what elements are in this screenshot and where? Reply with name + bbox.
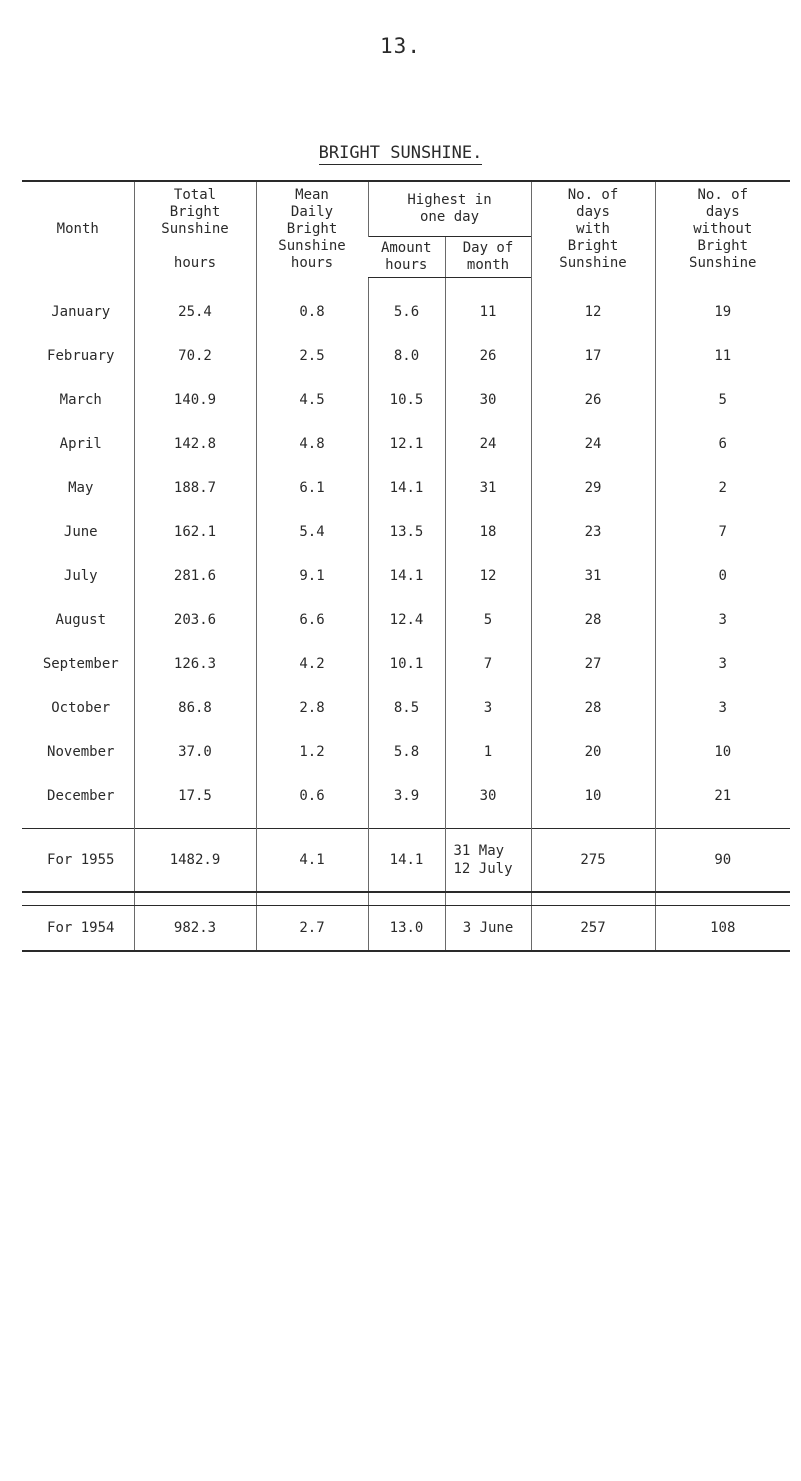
- month-cell: April: [59, 436, 102, 452]
- header-month: Month: [22, 181, 134, 278]
- mean-hours: 0.6: [256, 774, 368, 829]
- mean-hours: 0.8: [256, 278, 368, 335]
- days-without: 0: [655, 554, 790, 598]
- total-hours: 281.6: [134, 554, 256, 598]
- header-with-line: days: [576, 204, 610, 221]
- table-row: [22, 774, 790, 829]
- total-hours: 982.3: [134, 906, 256, 952]
- mean-hours: 6.6: [256, 598, 368, 642]
- header-highest-line: one day: [420, 209, 480, 225]
- highest-amount: 5.8: [368, 730, 445, 774]
- total-hours: 25.4: [134, 278, 256, 335]
- month-rows: [22, 278, 790, 829]
- total-hours: 37.0: [134, 730, 256, 774]
- days-without: 3: [655, 642, 790, 686]
- mean-hours: 4.2: [256, 642, 368, 686]
- header-with-line: Bright: [567, 238, 619, 255]
- month-cell: December: [47, 788, 115, 804]
- mean-hours: 2.7: [256, 906, 368, 952]
- highest-amount: 12.4: [368, 598, 445, 642]
- total-hours: 17.5: [134, 774, 256, 829]
- total-hours: 140.9: [134, 378, 256, 422]
- days-without: 3: [655, 598, 790, 642]
- header-total: [134, 181, 256, 278]
- mean-hours: 6.1: [256, 466, 368, 510]
- table-row: [22, 510, 790, 554]
- header-without-line: No. of: [697, 187, 749, 204]
- header-day-of-month: [445, 237, 531, 278]
- mean-hours: 5.4: [256, 510, 368, 554]
- highest-amount: 14.1: [368, 466, 445, 510]
- header-amount-line: Amount: [380, 240, 432, 256]
- days-without: 21: [655, 774, 790, 829]
- days-with: 24: [531, 422, 655, 466]
- table-row: [22, 334, 790, 378]
- month-cell: January: [51, 303, 111, 320]
- month-cell: February: [47, 348, 115, 364]
- days-without: 19: [655, 278, 790, 335]
- highest-day: 26: [445, 334, 531, 378]
- total-hours: 70.2: [134, 334, 256, 378]
- total-hours: 203.6: [134, 598, 256, 642]
- month-cell: October: [51, 700, 111, 716]
- highest-day: 30: [445, 378, 531, 422]
- highest-day: 18: [445, 510, 531, 554]
- table-row: [22, 466, 790, 510]
- header-with-line: No. of: [567, 187, 619, 204]
- mean-hours: 4.8: [256, 422, 368, 466]
- header-with-line: Sunshine: [559, 255, 627, 272]
- highest-day: 31: [445, 466, 531, 510]
- total-hours: 188.7: [134, 466, 256, 510]
- days-with: 17: [531, 334, 655, 378]
- highest-day: 12: [445, 554, 531, 598]
- row-spacer: [22, 892, 790, 906]
- header-day-line: month: [466, 257, 510, 273]
- days-with: 23: [531, 510, 655, 554]
- highest-day: 3 June: [445, 906, 531, 952]
- highest-amount: 10.5: [368, 378, 445, 422]
- highest-day-line: 12 July: [453, 861, 513, 877]
- days-without: 11: [655, 334, 790, 378]
- page-number: 13.: [380, 34, 421, 58]
- header-mean-line: hours: [290, 255, 334, 272]
- days-with: 31: [531, 554, 655, 598]
- table-row: [22, 378, 790, 422]
- header-total-line: hours: [173, 255, 217, 272]
- total-row-1955: [22, 829, 790, 893]
- total-label: For 1954: [22, 906, 134, 952]
- days-without: 90: [655, 829, 790, 893]
- highest-day: 24: [445, 422, 531, 466]
- header-highest: [368, 181, 531, 237]
- table-row: [22, 554, 790, 598]
- highest-amount: 12.1: [368, 422, 445, 466]
- days-without: 3: [655, 686, 790, 730]
- header-total-line: Sunshine: [161, 221, 229, 238]
- highest-day: 7: [445, 642, 531, 686]
- highest-day: 11: [445, 278, 531, 335]
- total-label: For 1955: [22, 829, 134, 893]
- header-without-line: days: [705, 204, 740, 221]
- highest-amount: 3.9: [368, 774, 445, 829]
- month-cell: September: [42, 656, 119, 672]
- header-with-line: with: [576, 221, 610, 238]
- header-total-line: Bright: [169, 204, 221, 221]
- table-row: [22, 598, 790, 642]
- highest-amount: 8.0: [368, 334, 445, 378]
- table-header: [22, 181, 790, 278]
- table-row: [22, 278, 790, 335]
- total-row-1954: [22, 906, 790, 952]
- header-mean-line: Mean: [295, 187, 329, 204]
- highest-amount: 13.5: [368, 510, 445, 554]
- table-row: [22, 730, 790, 774]
- month-cell: June: [63, 524, 98, 540]
- days-with: 28: [531, 598, 655, 642]
- month-cell: July: [63, 568, 98, 584]
- days-without: 108: [655, 906, 790, 952]
- header-without-line: Bright: [697, 238, 749, 255]
- days-without: 6: [655, 422, 790, 466]
- month-cell: November: [47, 744, 115, 760]
- days-with: 20: [531, 730, 655, 774]
- days-with: 28: [531, 686, 655, 730]
- section-title-text: BRIGHT SUNSHINE.: [318, 143, 483, 163]
- header-mean-line: Sunshine: [278, 238, 346, 255]
- header-without-line: without: [693, 221, 753, 238]
- table-row: [22, 642, 790, 686]
- days-with: 26: [531, 378, 655, 422]
- highest-day: 3: [445, 686, 531, 730]
- highest-amount: 10.1: [368, 642, 445, 686]
- days-without: 10: [655, 730, 790, 774]
- header-highest-line: Highest in: [407, 192, 492, 208]
- days-with: 12: [531, 278, 655, 335]
- header-total-line: Total: [173, 187, 217, 204]
- bright-sunshine-table: [22, 180, 790, 952]
- total-hours: 162.1: [134, 510, 256, 554]
- mean-hours: 4.5: [256, 378, 368, 422]
- totals: [22, 829, 790, 952]
- days-with: 27: [531, 642, 655, 686]
- month-cell: August: [55, 612, 107, 628]
- month-cell: May: [68, 480, 94, 496]
- header-mean-line: Daily: [290, 204, 334, 221]
- total-hours: 142.8: [134, 422, 256, 466]
- highest-day: [445, 829, 531, 893]
- days-without: 2: [655, 466, 790, 510]
- header-days-without: [655, 181, 790, 278]
- highest-amount: 14.1: [368, 829, 445, 893]
- days-with: 257: [531, 906, 655, 952]
- header-days-with: [531, 181, 655, 278]
- highest-day: 30: [445, 774, 531, 829]
- total-hours: 86.8: [134, 686, 256, 730]
- total-hours: 1482.9: [134, 829, 256, 893]
- days-with: 10: [531, 774, 655, 829]
- mean-hours: 4.1: [256, 829, 368, 893]
- days-with: 29: [531, 466, 655, 510]
- highest-amount: 13.0: [368, 906, 445, 952]
- header-without-line: Sunshine: [689, 255, 757, 272]
- highest-amount: 5.6: [368, 278, 445, 335]
- header-day-line: Day of: [462, 240, 514, 256]
- mean-hours: 1.2: [256, 730, 368, 774]
- month-cell: March: [59, 392, 102, 408]
- mean-hours: 2.5: [256, 334, 368, 378]
- header-mean-line: Bright: [286, 221, 338, 238]
- mean-hours: 2.8: [256, 686, 368, 730]
- highest-day: 1: [445, 730, 531, 774]
- header-mean: [256, 181, 368, 278]
- days-with: 275: [531, 829, 655, 893]
- highest-amount: 14.1: [368, 554, 445, 598]
- highest-amount: 8.5: [368, 686, 445, 730]
- section-title: [0, 143, 801, 163]
- days-without: 5: [655, 378, 790, 422]
- header-amount: [368, 237, 445, 278]
- highest-day-line: 31 May: [453, 843, 505, 859]
- days-without: 7: [655, 510, 790, 554]
- total-hours: 126.3: [134, 642, 256, 686]
- table-row: [22, 686, 790, 730]
- header-amount-line: hours: [385, 257, 428, 273]
- highest-day: 5: [445, 598, 531, 642]
- mean-hours: 9.1: [256, 554, 368, 598]
- table-row: [22, 422, 790, 466]
